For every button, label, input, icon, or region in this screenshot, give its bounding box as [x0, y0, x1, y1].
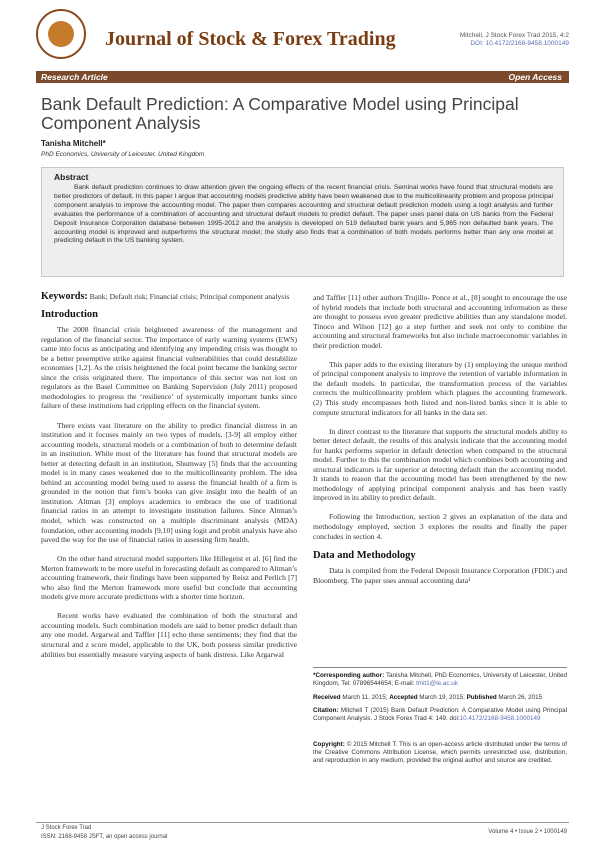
author-email-link[interactable]: tmit1@le.ac.uk [416, 680, 458, 688]
left-column [41, 292, 297, 669]
corresponding-author-note [313, 672, 567, 688]
intro-paragraph-6: This paper adds to the existing literature by (1) employing the unique method of principal component analysis to improve the retention of variable information in the default models. In particular, the transformation process of the variables corrects the multicollinearity problem which plagues the accounting framework. (2) This study encompasses both listed and non-listed banks since it is able to compute structural indicators for all banks in the data set. [313, 359, 567, 417]
citation-text: Mitchell T (2015) Bank Default Prediction: A Comparative Model using Principal Component Analysis. J Stock Forex Trad 4: 149. doi: [313, 707, 567, 723]
right-column [313, 293, 567, 595]
article-type-bar [36, 71, 569, 83]
citation-note [313, 707, 567, 723]
corresponding-label: *Corresponding author: [313, 672, 385, 679]
keywords-label: Keywords: [41, 291, 88, 302]
copyright-label: Copyright: [313, 741, 345, 748]
copyright-text: © 2015 Mitchell T. This is an open-access article distributed under the terms of the Creative Commons Attribution License, which permits unrestricted use, distribution, and reproduction in any medium, provided the original author and source are credited. [313, 741, 567, 765]
footer-journal: J Stock Forex Trad [41, 825, 92, 831]
footnote-rule [313, 667, 567, 668]
article-title: Bank Default Prediction: A Comparative Model using Principal Component Analysis [41, 94, 519, 133]
header-citation [460, 32, 569, 48]
received-date: March 11, 2015; [340, 694, 390, 701]
journal-logo [36, 9, 86, 59]
corresponding-text: Tanisha Mitchell, PhD Economics, University of Leicester, United Kingdom, Tel: 07896544654; E-mail: [313, 672, 567, 688]
intro-paragraph-7: In direct contrast to the literature that supports the structural models ability to better detect default, the results of this analysis indicate that the accounting model for banks performs superior in default detection when compared to the structural model. Further to this the combination model which combines both accounting and structural indicators is far superior at detecting default than the accounting model. It stands to reason that the accounting model has been strengthened by the new methodology of applying principal component analysis and has been vastly improved in its ability to predict default. [313, 426, 567, 503]
footer-volume: Volume 4 • Issue 2 • 1000149 [488, 829, 567, 835]
citation-doi-link[interactable]: 10.4172/2168-9458.1000149 [459, 715, 541, 723]
citation-line: Mitchell, J Stock Forex Trad 2015, 4:2 [459, 32, 569, 39]
open-access-label: Open Access [508, 72, 562, 82]
copyright-note [313, 741, 567, 765]
published-label: Published [466, 694, 497, 701]
intro-paragraph-2: There exists vast literature on the ability to predict financial distress in an institution and it focuses mainly on two types of models, [3-9] all employ either accounting models, structural models or a combination of both to determine default in an institution. While most of the literature has found that structural models are better at detecting default in an institution, Shumway [5] finds that the accounting model is in many cases weakened due to the multicollinearity problem. The idea behind an accounting model being used to assess the financial health of a firm is grounded in the notion that firm’s books can give insight into the health of an institution. Altman [3] employs academics to embrace the use of traditional financial ratios in an attempt to investigate institution failures. Since Altman’s model, which was constructed on a multiple discriminant analysis (MDA) foundation, other accounting models [9,10] using logit and probit analysis have also paved the way for the use of financial ratios in assessing firm health. [41, 420, 297, 545]
author-name: Tanisha Mitchell* [41, 139, 106, 148]
doi-link[interactable]: DOI: 10.4172/2168-9458.1000149 [470, 40, 569, 47]
introduction-heading: Introduction [41, 308, 98, 320]
intro-paragraph-1: The 2008 financial crisis heightened awareness of the management and regulation of the financial sector. The importance of early warning systems (EWS) came into focus as anticipating and identifying any impending crisis was thought to be a better preemptive strike against financial vulnerabilities that could destabilize economies [1,2]. As the crisis heightened the focal point became the banking sector since the crisis originated there. The importance of this sector was not lost on regulators as the Basel Committee on Banking Supervision (July 2011) proposed methodologies to progress the ‘resilience’ of systemically important banks since failure of these institutions had crippling effects on the financial system. [41, 325, 297, 411]
accepted-label: Accepted [389, 694, 418, 701]
citation-label: Citation: [313, 707, 339, 714]
abstract-text: Bank default prediction continues to draw attention given the ongoing effects of the recent financial crisis. Seminal works have found that structural models are better predictors of default. In this paper I argue that accounting models predictive ability have been weakened due to the multicollinearity problem and propose principal component analysis to improve the accounting model. The paper then compares accounting and structural default prediction models using a logit analysis and further evaluates the performance of a combination of accounting and structural default models to predict default. The paper uses panel data on US banks from the Federal Deposit Insurance Corporation database between 1995-2012 and the analysis is developed on 519 defaulted bank years and 5,965 non defaulted bank years. The accounting model is improved and outperforms the structural model; the study also finds that a combination of both models performs better than any one model at predicting default in the US banking system. [54, 184, 553, 245]
accepted-date: March 19, 2015; [417, 694, 467, 701]
footer-issn: ISSN: 2168-9458 JSFT, an open access journal [41, 834, 168, 840]
intro-paragraph-5: and Taffler [11] other authors Trujillo- Ponce et al., [8] sought to encourage the use of hybrid models that include both structural and accounting information as these are thought to possess even greater predictive abilities than any standalone model. Tinoco and Wilson [12] go a step further and seek not only to combine the accounting and structural frameworks but also include macroeconomic variables in their prediction model. [313, 293, 567, 350]
author-affiliation: PhD Economics, University of Leicester, United Kingdom [41, 151, 205, 158]
keywords-text: Bank; Default risk; Financial crisis; Principal component analysis [87, 292, 290, 301]
data-paragraph-1: Data is compiled from the Federal Deposit Insurance Corporation (FDIC) and Bloomberg. The paper uses annual accounting data¹ [313, 566, 567, 585]
received-label: Received [313, 694, 341, 701]
received-dates [313, 694, 567, 702]
data-methodology-heading: Data and Methodology [313, 549, 416, 561]
keywords [41, 292, 297, 302]
intro-paragraph-8: Following the Introduction, section 2 gives an explanation of the data and methodology employed, section 3 explores the results and finally the paper concludes in section 4. [313, 512, 567, 541]
abstract-heading: Abstract [54, 172, 89, 182]
journal-name: Journal of Stock & Forex Trading [105, 28, 396, 50]
footer-rule [36, 822, 569, 823]
published-date: March 26, 2015 [496, 694, 543, 701]
logo-emblem-icon [48, 21, 74, 47]
article-type-label: Research Article [41, 72, 108, 82]
intro-paragraph-3: On the other hand structural model supporters like Hillegeist et al. [6] find the Merton framework to be more useful in forecasting default as compared to Altman’s accounting framework, their findings have been supported by Reisz and Perlich [7] who also find the Merton framework more useful but conclude that accounting models give more accurate predictions with a shorter time horizon. [41, 554, 297, 602]
intro-paragraph-4: Recent works have evaluated the combination of both the structural and accounting models. Such combination models are said to better predict default than any one model. Argarwal and Taffler [11] echo these sentiments; they find that the structural and z score model, applicable to the UK, both possess similar predictive abilities but essentially measure varying aspects of bank distress. Like Argarwal [41, 611, 297, 659]
